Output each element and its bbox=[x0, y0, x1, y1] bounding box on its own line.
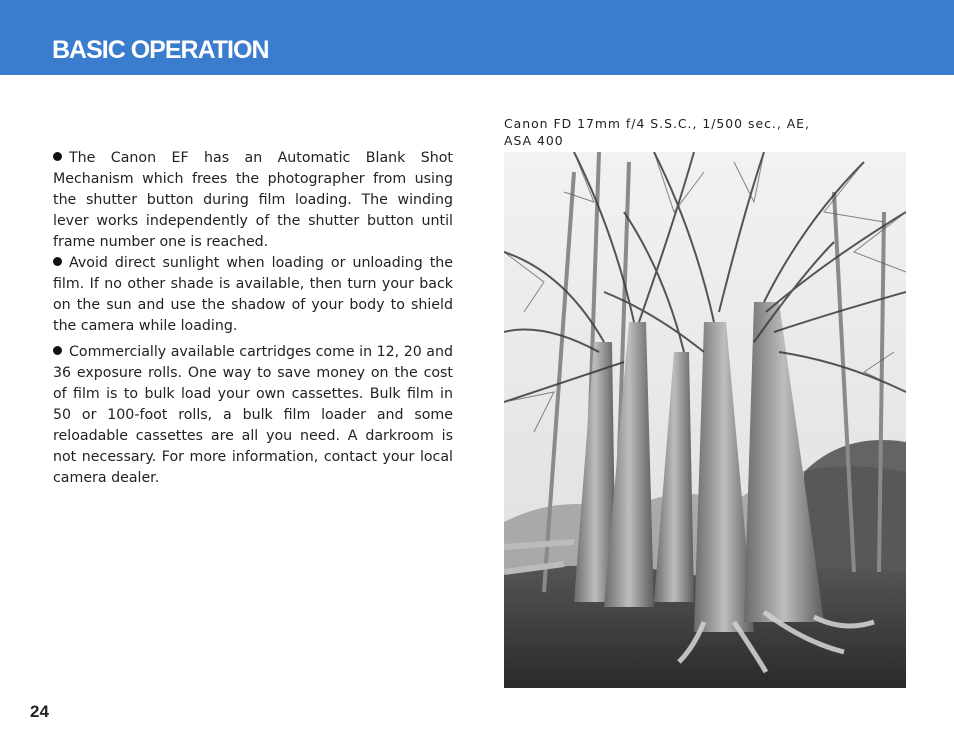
paragraph-text: The Canon EF has an Automatic Blank Shot Mechanism which frees the photographer from using the shutter button during film loading. The winding lever works independently of the shutter button until frame number one is reached. bbox=[53, 150, 453, 250]
bullet-icon bbox=[53, 346, 62, 355]
page-number: 24 bbox=[30, 702, 49, 721]
caption-line: Canon FD 17mm f/4 S.S.C., 1/500 sec., AE, bbox=[504, 116, 810, 131]
bullet-icon bbox=[53, 257, 62, 266]
caption-line: ASA 400 bbox=[504, 133, 564, 148]
paragraph-text: Commercially available cartridges come in 12, 20 and 36 exposure rolls. One way to save money on the cost of film is to bulk load your own cassettes. Bulk film in 50 or 100-foot rolls, a bulk film loader and some reloadable cassettes are all you need. A darkroom is not necessary. For more information, contact your local camera dealer. bbox=[53, 344, 453, 486]
body-text bbox=[53, 148, 453, 489]
paragraph bbox=[53, 342, 453, 489]
tree-photo-image bbox=[504, 152, 906, 688]
paragraph bbox=[53, 253, 453, 337]
paragraph-text: Avoid direct sunlight when loading or unloading the film. If no other shade is available, then turn your back on the sun and use the shadow of your body to shield the camera while loading. bbox=[53, 255, 453, 334]
section-title: BASIC OPERATION bbox=[52, 36, 269, 64]
photo-caption bbox=[504, 115, 904, 149]
paragraph bbox=[53, 148, 453, 253]
tree-photo bbox=[504, 152, 906, 688]
bullet-icon bbox=[53, 152, 62, 161]
